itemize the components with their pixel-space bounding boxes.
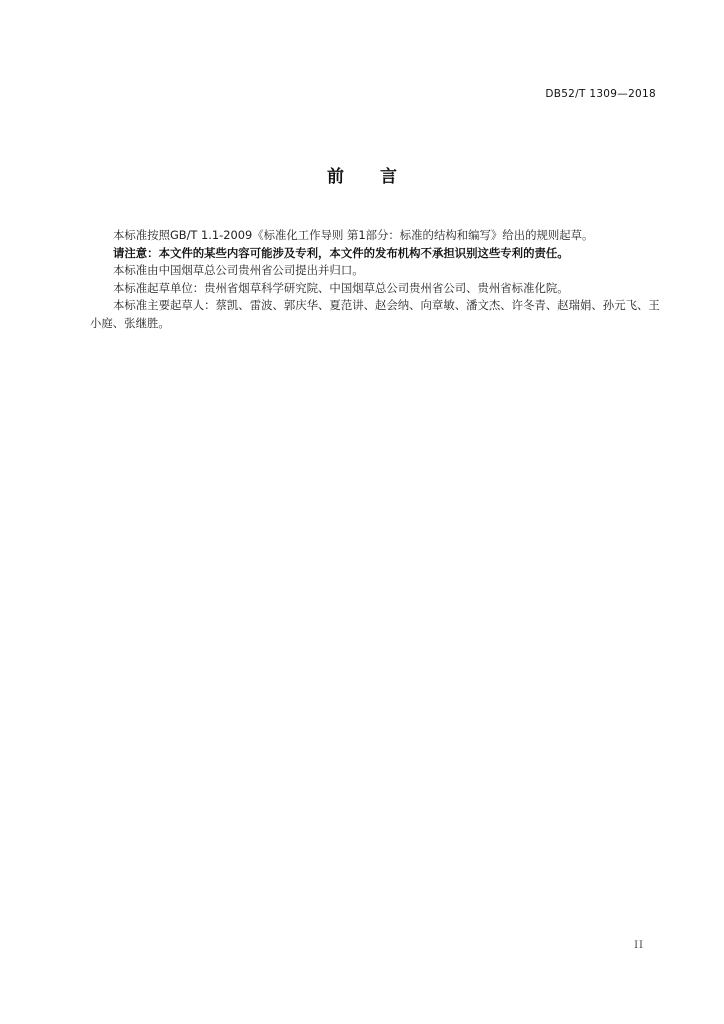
document-code: DB52/T 1309—2018: [545, 88, 656, 100]
page-title: 前言: [327, 167, 433, 187]
paragraph-patent-notice: 请注意：本文件的某些内容可能涉及专利，本文件的发布机构不承担识别这些专利的责任。: [113, 245, 569, 260]
paragraph-main-drafters: 本标准主要起草人：蔡凯、雷波、郭庆华、夏范讲、赵会纳、向章敏、潘文杰、许冬青、赵瑞娟、孙元飞、王小庭、张继胜。: [90, 298, 660, 330]
page-number: II: [634, 940, 644, 951]
paragraph-drafting-rules: 本标准按照GB/T 1.1-2009《标准化工作导则 第1部分：标准的结构和编写》给出的规则起草。: [113, 228, 594, 242]
foreword-body: [90, 227, 660, 333]
paragraph-proposer: 本标准由中国烟草总公司贵州省公司提出并归口。: [113, 263, 364, 278]
paragraph-drafting-units: 本标准起草单位：贵州省烟草科学研究院、中国烟草总公司贵州省公司、贵州省标准化院。: [113, 280, 569, 295]
